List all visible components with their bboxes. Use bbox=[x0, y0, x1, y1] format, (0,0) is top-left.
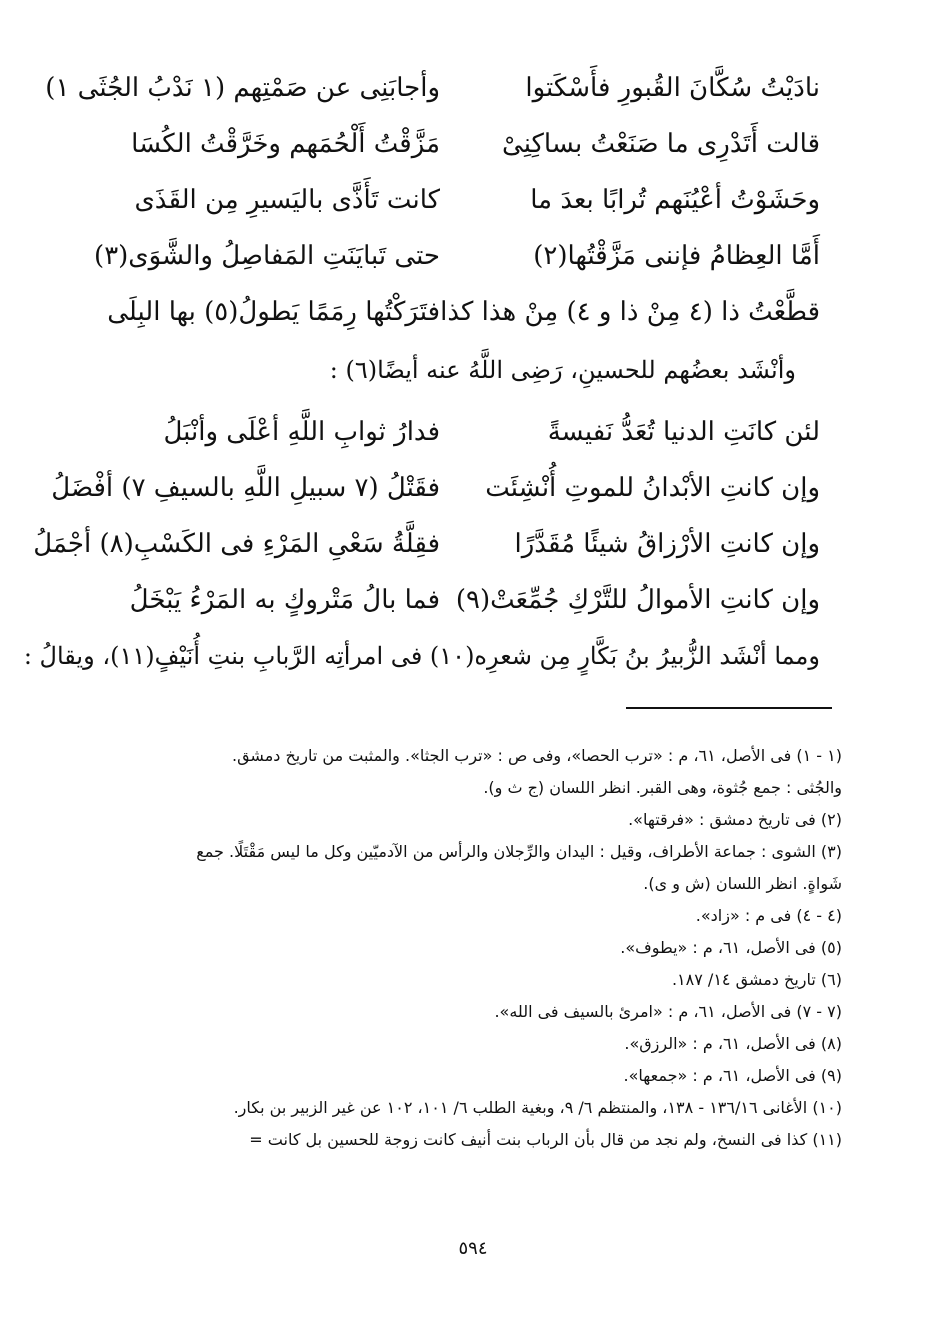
verse-second-hemistich: فتَرَكْتُها رِمَمًا يَطولُ(٥) بها البِلَى bbox=[107, 297, 440, 327]
verse-second-hemistich: كانت تَأَذَّى باليَسيرِ مِن القَذَى bbox=[134, 185, 440, 215]
verse-line bbox=[51, 468, 820, 524]
verse-first-hemistich: نادَيْتُ سُكَّانَ القُبورِ فأَسْكَتوا bbox=[525, 73, 820, 103]
verse-first-hemistich: وإن كانتِ الأرْزاقُ شيئًا مُقَدَّرًا bbox=[514, 529, 820, 559]
footnotes bbox=[124, 740, 842, 1156]
verse-line bbox=[33, 524, 820, 580]
verse-first-hemistich: قالت أَتَدْرِى ما صَنَعْتُ بساكِنِىْ bbox=[502, 129, 820, 159]
verse-second-hemistich: مَزَّقْتُ أَلْحُمَهم وخَرَّقْتُ الكُسَا bbox=[131, 129, 440, 159]
footnote: (٦) تاريخ دمشق ١٤/ ١٨٧. bbox=[671, 970, 842, 989]
verse-line bbox=[128, 180, 820, 236]
poem-first bbox=[45, 68, 820, 348]
footnote: (٧ - ٧) فى الأصل، ٦١، م : «امرئ بالسيف فى الله». bbox=[494, 1002, 842, 1021]
footnote: شَواةٍ. انظر اللسان (ش و ى). bbox=[643, 874, 842, 893]
verse-line bbox=[45, 68, 820, 124]
verse-first-hemistich: وإن كانتِ الأبْدانُ للموتِ أُنْشِئَت bbox=[485, 473, 820, 503]
footnote: (٣) الشوى : جماعة الأطراف، وقيل : اليدان والرِّجلان والرأس من الآدميّين وكل ما ليس مَقْتَلًا. جمع bbox=[196, 842, 842, 861]
verse-line bbox=[128, 412, 820, 468]
verse-first-hemistich: قطَّعْتُ ذا (٤ مِنْ ذا و ٤) مِنْ هذا كذا bbox=[440, 297, 820, 327]
verse-second-hemistich: فدارُ ثوابِ اللَّهِ أعْلَى وأنْبَلُ bbox=[163, 417, 440, 447]
verse-second-hemistich: فما بالُ مَتْروكٍ به المَرْءُ يَبْخَلُ bbox=[129, 585, 440, 615]
footnote: (٨) فى الأصل، ٦١، م : «الرزق». bbox=[624, 1034, 842, 1053]
verse-first-hemistich: أَمَّا العِظامُ فإننى مَزَّقْتُها(٢) bbox=[533, 241, 820, 271]
verse-second-hemistich: وأجابَنِى عن صَمْتِهم (١ نَدْبُ الجُثَى ١) bbox=[45, 73, 440, 103]
footnote: (٤ - ٤) فى م : «زاد». bbox=[695, 906, 842, 925]
verse-second-hemistich: فقَتْلُ (٧ سبيلِ اللَّهِ بالسيفِ ٧) أفْضَلُ bbox=[51, 473, 440, 503]
footnote: (٢) فى تاريخ دمشق : «فرقتها». bbox=[628, 810, 842, 829]
verse-first-hemistich: وإن كانتِ الأموالُ للتَّرْكِ جُمِّعَتْ(٩) bbox=[455, 585, 820, 615]
footnote: (١٠) الأغانى ١٣٦/١٦ - ١٣٨، والمنتظم ٦/ ٩، وبغية الطلب ٦/ ١٠١، ١٠٢ عن غير الزبير بن بكار. bbox=[233, 1098, 842, 1117]
verse-line bbox=[128, 580, 820, 636]
footnote: (١ - ١) فى الأصل، ٦١، م : «ترب الحصا»، وفى ص : «ترب الجثا». والمثبت من تاريخ دمشق. bbox=[231, 746, 842, 765]
footnote: (١١) كذا فى النسخ، ولم نجد من قال بأن الرباب بنت أنيف كانت زوجة للحسين بل كانت = bbox=[249, 1130, 842, 1149]
verse-second-hemistich: فقِلَّةُ سَعْىِ المَرْءِ فى الكَسْبِ(٨) أجْمَلُ bbox=[33, 529, 440, 559]
footnote: (٥) فى الأصل، ٦١، م : «يطوف». bbox=[620, 938, 842, 957]
verse-first-hemistich: لئن كانَتِ الدنيا تُعَدُّ نَفيسةً bbox=[547, 417, 820, 447]
verse-line bbox=[107, 292, 820, 348]
footnote-separator bbox=[626, 707, 832, 709]
footnote: (٩) فى الأصل، ٦١، م : «جمعها». bbox=[623, 1066, 842, 1085]
verse-line bbox=[94, 236, 820, 292]
intro-line-second-poem: وأنْشَد بعضُهم للحسينِ، رَضِى اللَّهُ عنه أيضًا(٦) : bbox=[329, 356, 796, 384]
page-number: ٥٩٤ bbox=[458, 1238, 488, 1259]
footnote: والجُثى : جمع جُثوة، وهى القبر. انظر اللسان (ج ث و). bbox=[483, 778, 842, 797]
intro-line-third-poem: ومما أنْشَد الزُّبيرُ بنُ بَكَّارٍ مِن شعرِه(١٠) فى امرأتِه الرَّبابِ بنتِ أُنَيْفٍ(١١)، ويقالُ : bbox=[23, 642, 820, 670]
verse-first-hemistich: وحَشَوْتُ أعْيُنَهم تُرابًا بعدَ ما bbox=[530, 185, 820, 215]
poem-second bbox=[33, 412, 820, 636]
verse-second-hemistich: حتى تَبايَنَتِ المَفاصِلُ والشَّوَى(٣) bbox=[94, 241, 440, 271]
verse-line bbox=[128, 124, 820, 180]
